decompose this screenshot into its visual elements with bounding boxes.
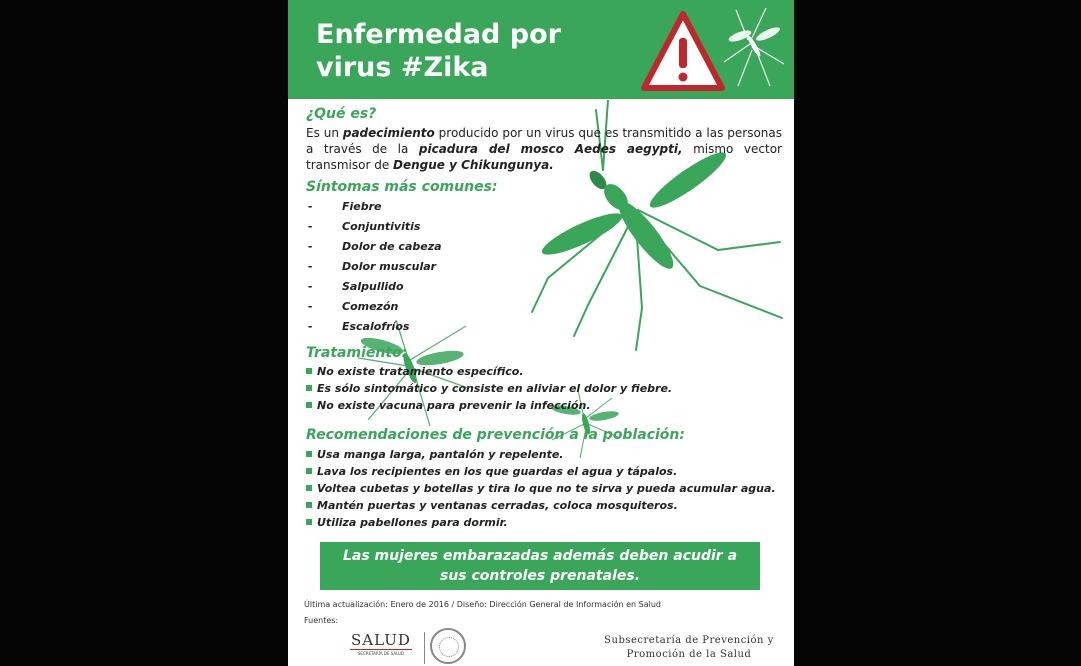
recomendaciones-list <box>305 446 776 531</box>
pregnancy-callout <box>320 542 760 590</box>
list-item: Usa manga larga, pantalón y repelente. <box>305 446 776 463</box>
salud-logo-rule <box>350 649 412 650</box>
list-item: - Fiebre <box>308 200 382 213</box>
update-note: Última actualización: Enero de 2016 / Diseño: Dirección General de Información en Salud <box>304 600 661 609</box>
que-es-bold-2: picadura del mosco Aedes aegypti, <box>418 142 683 156</box>
sintoma-text: Conjuntivitis <box>342 220 421 233</box>
list-item: - Dolor muscular <box>308 260 437 273</box>
sources-label: Fuentes: <box>304 616 339 625</box>
tratamiento-heading: Tratamiento: <box>306 345 408 361</box>
list-item: Voltea cubetas y botellas y tira lo que no te sirva y pueda acumular agua. <box>305 480 776 497</box>
callout-line-2: sus controles prenatales. <box>439 568 641 584</box>
logo-divider <box>424 632 425 664</box>
sintomas-list <box>308 199 442 339</box>
list-item: - Escalofríos <box>308 320 410 333</box>
salud-logo-subtitle: SECRETARÍA DE SALUD <box>357 651 405 656</box>
tratamiento-list <box>305 363 672 414</box>
que-es-text-3: mismo vector transmisor de <box>306 142 782 172</box>
subsecretaria-label <box>594 634 784 662</box>
title-line-2: virus #Zika <box>316 52 489 83</box>
poster-title <box>316 18 646 84</box>
sintoma-text: Salpullido <box>342 280 404 293</box>
sintoma-text: Escalofríos <box>342 320 410 333</box>
list-item: No existe vacuna para prevenir la infección. <box>305 397 672 414</box>
list-item: - Conjuntivitis <box>308 220 421 233</box>
warning-triangle-icon <box>638 6 728 96</box>
salud-logo <box>346 632 416 656</box>
sintomas-heading: Síntomas más comunes: <box>306 179 498 195</box>
callout-line-1: Las mujeres embarazadas además deben acudir a <box>342 548 738 564</box>
list-item: - Salpullido <box>308 280 404 293</box>
list-item: - Dolor de cabeza <box>308 240 442 253</box>
que-es-text-2: producido por un virus que es transmitido a las personas a través de la <box>306 126 782 156</box>
que-es-text-1: Es un <box>306 126 343 140</box>
sintoma-text: Fiebre <box>342 200 382 213</box>
zika-poster <box>288 0 794 666</box>
poster-header <box>288 0 794 99</box>
national-seal-icon <box>430 628 466 664</box>
list-item: Mantén puertas y ventanas cerradas, coloca mosquiteros. <box>305 497 776 514</box>
title-line-1: Enfermedad por <box>316 19 561 50</box>
sintoma-text: Dolor de cabeza <box>342 240 442 253</box>
que-es-heading: ¿Qué es? <box>306 106 377 122</box>
sintoma-text: Dolor muscular <box>342 260 437 273</box>
list-item: Lava los recipientes en los que guardas el agua y tápalos. <box>305 463 776 480</box>
list-item: Es sólo sintomático y consiste en aliviar el dolor y fiebre. <box>305 380 672 397</box>
que-es-bold-1: padecimiento <box>342 126 435 140</box>
subsec-line-2: Promoción de la Salud <box>626 649 752 660</box>
list-item: - Comezón <box>308 300 399 313</box>
salud-logo-word: SALUD <box>351 631 411 649</box>
list-item: No existe tratamiento específico. <box>305 363 672 380</box>
que-es-paragraph <box>306 125 782 173</box>
subsec-line-1: Subsecretaría de Prevención y <box>604 635 774 646</box>
que-es-bold-3: Dengue y Chikungunya. <box>393 158 554 172</box>
sintoma-text: Comezón <box>342 300 399 313</box>
list-item: Utiliza pabellones para dormir. <box>305 514 776 531</box>
recomendaciones-heading: Recomendaciones de prevención a la población: <box>306 427 685 443</box>
mosquito-icon <box>718 2 794 92</box>
